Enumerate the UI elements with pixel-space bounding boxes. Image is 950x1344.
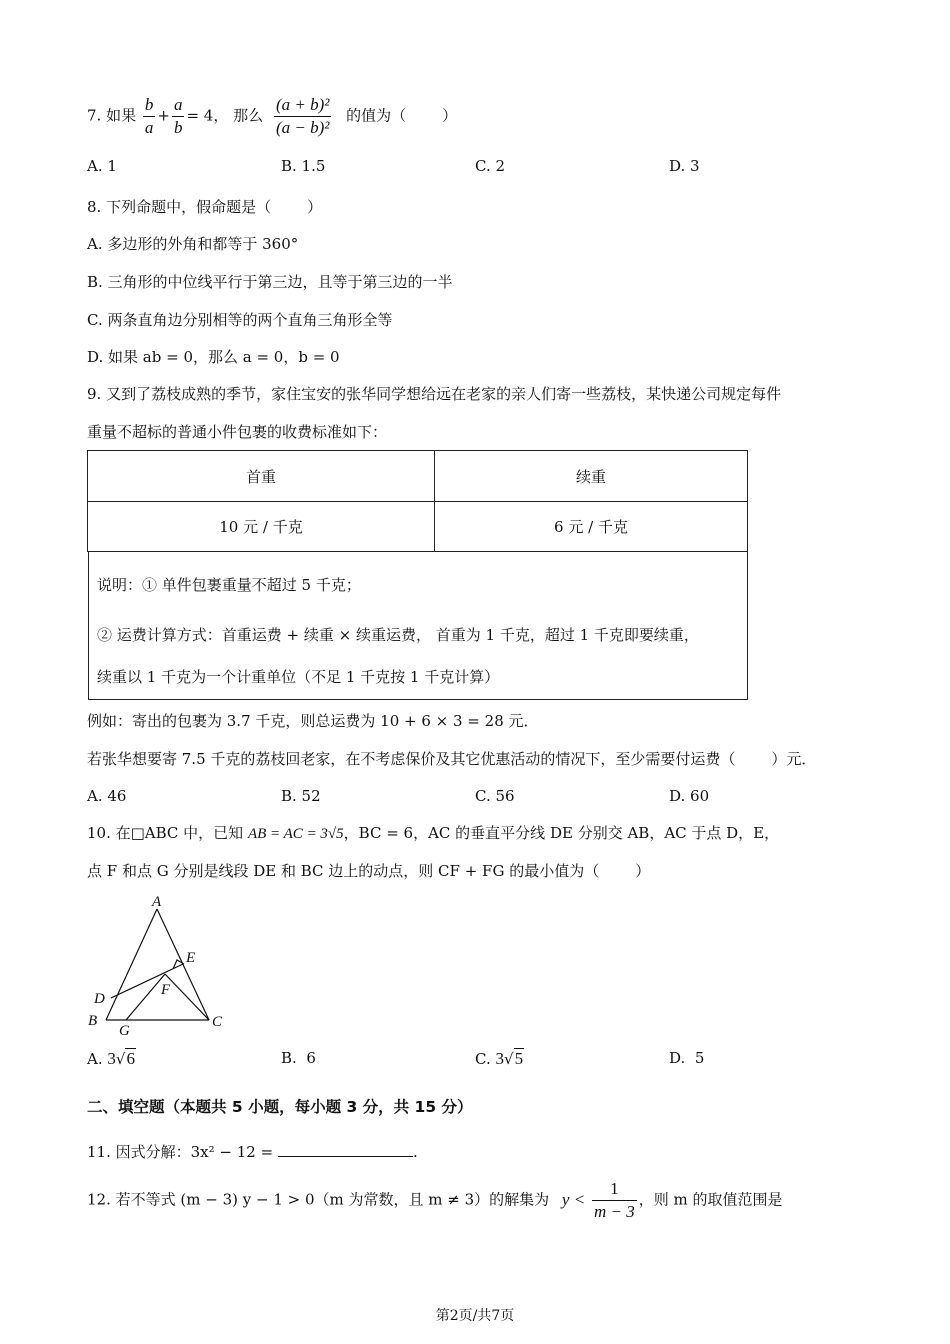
q8-option-c[interactable]: C. 两条直角边分别相等的两个直角三角形全等	[87, 311, 393, 329]
q9-question	[87, 749, 816, 769]
q10-option-c[interactable]: C. 3√5	[475, 1049, 524, 1068]
q10-line1-c: ，BC = 6，AC 的垂直平分线 DE 分别交 AB，AC 于点 D，E，	[343, 824, 780, 842]
q9-option-a[interactable]: A. 46	[87, 787, 127, 805]
q7-option-b[interactable]: B. 1.5	[281, 157, 326, 175]
q7-main-fraction: $\frac{\text{(a + b)²}}{\text{(a − b)²}}$	[275, 95, 330, 137]
triangle-figure	[85, 892, 235, 1042]
segment-fg	[126, 974, 165, 1020]
fee-note-2: ② 运费计算方式：首重运费 + 续重 × 续重运费， 首重为 1 千克，超过 1 千克即要续重，	[97, 626, 699, 644]
q8-option-d[interactable]: D. 如果 ab = 0，那么 a = 0，b = 0	[87, 348, 340, 366]
fee-note-1: 说明：① 单件包裹重量不超过 5 千克；	[97, 576, 361, 594]
q7-option-a[interactable]: A. 1	[87, 157, 117, 175]
fee-header-first: 首重	[88, 451, 435, 502]
q7-then: 那么	[233, 106, 264, 125]
q7-close: ）	[442, 106, 458, 125]
label-f: F	[161, 982, 171, 998]
q8-option-a[interactable]: A. 多边形的外角和都等于 360°	[87, 235, 299, 253]
q9-option-b[interactable]: B. 52	[281, 787, 321, 805]
q7-value-is: 的值为（	[346, 106, 407, 125]
label-b: B	[88, 1013, 98, 1029]
q9-option-d[interactable]: D. 60	[669, 787, 710, 805]
q10-option-d[interactable]: D. 5	[669, 1049, 705, 1067]
q8-close: ）	[307, 198, 323, 216]
q7-plus: +	[157, 106, 170, 125]
label-c: C	[212, 1014, 223, 1030]
q7-option-c[interactable]: C. 2	[475, 157, 506, 175]
q7-stem	[87, 94, 457, 139]
label-g: G	[119, 1023, 130, 1039]
q11-stem: 11. 因式分解：3x² − 12 =	[87, 1143, 274, 1161]
q10-line2-text: 点 F 和点 G 分别是线段 DE 和 BC 边上的动点，则 CF + FG 的最小值为（	[87, 862, 600, 880]
q7-frac-a-over-b: $\frac{a}{b}$	[173, 95, 183, 137]
q9-example: 例如：寄出的包裹为 3.7 千克，则总运费为 10 + 6 × 3 = 28 元．	[87, 712, 539, 730]
q9-question-text: 若张华想要寄 7.5 千克的荔枝回老家，在不考虑保价及其它优惠活动的情况下，至少需要付运费（	[87, 750, 736, 768]
q11-end: .	[412, 1143, 418, 1161]
q10-option-a[interactable]: A. 3√6	[87, 1049, 135, 1068]
edge-ab	[106, 909, 157, 1020]
fee-header-extra: 续重	[435, 451, 748, 502]
q10-line2-close: ）	[635, 862, 651, 880]
q8-stem	[87, 197, 322, 217]
label-d: D	[94, 991, 105, 1007]
fee-value-first: 10 元 / 千克	[88, 502, 435, 552]
q10-line1-a: 10. 在□ABC 中，已知	[87, 824, 244, 842]
q12	[87, 1178, 783, 1223]
section-fill-in-title: 二、填空题（本题共 5 小题，每小题 3 分，共 15 分）	[87, 1098, 473, 1116]
fee-value-extra: 6 元 / 千克	[435, 502, 748, 552]
q12-stem-end: ，则 m 的取值范围是	[638, 1190, 783, 1209]
q12-stem: 12. 若不等式 (m − 3) y − 1 > 0（m 为常数，且 m ≠ 3）的解集为	[87, 1190, 550, 1209]
q7-frac-b-over-a: $\frac{b}{a}$	[144, 95, 154, 137]
fee-table	[87, 450, 748, 552]
q9-line1: 9. 又到了荔枝成熟的季节，家住宝安的张华同学想给远在老家的亲人们寄一些荔枝，某快递公司规定每件	[87, 385, 782, 403]
q7-equals: = 4，	[186, 106, 229, 125]
q7-number: 7.	[87, 106, 102, 125]
fee-note-3: 续重以 1 千克为一个计重单位（不足 1 千克按 1 千克计算）	[97, 668, 500, 686]
q8-stem-text: 8. 下列命题中，假命题是（	[87, 198, 272, 216]
q9-option-c[interactable]: C. 56	[475, 787, 515, 805]
q9-question-close: ）元．	[771, 750, 817, 768]
q11-answer-blank[interactable]	[278, 1142, 413, 1157]
q10-condition: AB = AC = 3√5	[247, 826, 344, 842]
q12-y-less: y <	[561, 1189, 586, 1209]
fee-notes	[88, 552, 748, 700]
q10-line2	[87, 861, 650, 881]
q10-line1	[87, 823, 779, 844]
q7-if: 如果	[106, 106, 137, 125]
q11	[87, 1142, 418, 1162]
q8-option-b[interactable]: B. 三角形的中位线平行于第三边，且等于第三边的一半	[87, 273, 453, 291]
q12-fraction: $\frac{1}{m - 3}$	[593, 1179, 635, 1221]
page-footer: 第2页/共7页	[435, 1308, 515, 1324]
q9-line2: 重量不超标的普通小件包裹的收费标准如下：	[87, 423, 388, 441]
segment-cf	[165, 974, 209, 1020]
label-e: E	[186, 950, 196, 966]
q7-option-d[interactable]: D. 3	[669, 157, 700, 175]
q10-option-b[interactable]: B. 6	[281, 1049, 316, 1067]
label-a: A	[152, 894, 162, 910]
